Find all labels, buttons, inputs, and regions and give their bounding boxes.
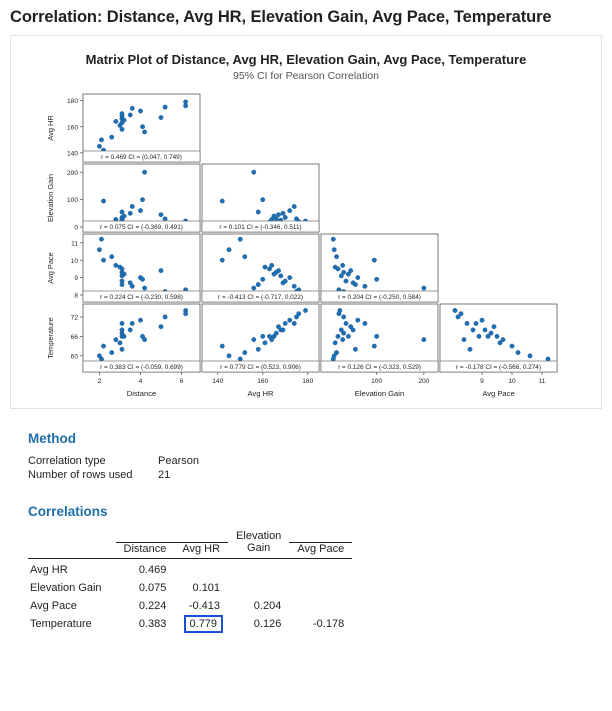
svg-text:100: 100: [66, 197, 78, 205]
corr-cell-highlighted: [174, 615, 228, 633]
svg-text:140: 140: [212, 378, 224, 385]
svg-text:200: 200: [66, 169, 78, 177]
svg-text:Avg HR: Avg HR: [46, 115, 55, 141]
corr-cell: 0.075: [138, 581, 167, 594]
corr-cell: [289, 597, 352, 615]
svg-text:0: 0: [74, 224, 78, 232]
corr-cell: 0.224: [138, 599, 167, 612]
svg-text:72: 72: [70, 314, 78, 322]
corr-cell: 0.383: [138, 617, 167, 630]
svg-text:180: 180: [66, 98, 78, 106]
svg-text:r = 0.383 CI = (-0.059, 0.699: r = 0.383 CI = (-0.059, 0.699): [100, 364, 183, 371]
svg-text:160: 160: [66, 124, 78, 132]
chart-title: Matrix Plot of Distance, Avg HR, Elevation Gain, Avg Pace, Temperature: [85, 52, 527, 67]
svg-text:r = 0.469 CI = (0.047, 0.749): r = 0.469 CI = (0.047, 0.749): [101, 154, 182, 161]
col-header-line1-avg-hr: [174, 527, 228, 542]
corr-cell: 0.101: [192, 581, 221, 594]
svg-text:11: 11: [538, 378, 546, 385]
col-header-gain: Gain: [228, 542, 289, 558]
svg-text:160: 160: [257, 378, 269, 385]
svg-text:r = -0.413 CI = (-0.717, 0.02: r = -0.413 CI = (-0.717, 0.022): [218, 294, 303, 301]
correlations-heading: Correlations: [28, 504, 108, 519]
svg-text:Avg Pace: Avg Pace: [482, 389, 515, 398]
table-row: [28, 597, 352, 615]
method-value: Pearson: [158, 455, 199, 467]
corr-cell: -0.178: [313, 617, 345, 630]
svg-text:10: 10: [508, 378, 516, 385]
svg-text:r = 0.075 CI = (-0.369, 0.491: r = 0.075 CI = (-0.369, 0.491): [100, 224, 183, 231]
corner-cell-2: [28, 542, 116, 558]
method-heading: Method: [28, 431, 76, 446]
method-table: [28, 454, 199, 482]
svg-text:Distance: Distance: [126, 389, 157, 398]
svg-text:Elevation Gain: Elevation Gain: [354, 389, 405, 398]
svg-text:Avg HR: Avg HR: [247, 389, 274, 398]
svg-text:r = 0.224 CI = (-0.230, 0.598: r = 0.224 CI = (-0.230, 0.598): [100, 294, 183, 301]
svg-text:Avg Pace: Avg Pace: [46, 252, 55, 284]
svg-text:11: 11: [71, 240, 78, 248]
method-key: Number of rows used: [28, 469, 133, 481]
svg-text:r = 0.101 CI = (-0.346, 0.511: r = 0.101 CI = (-0.346, 0.511): [219, 224, 302, 231]
table-row: [28, 579, 352, 597]
corr-cell: [289, 558, 352, 579]
svg-text:r = 0.126 CI = (-0.323, 0.529: r = 0.126 CI = (-0.323, 0.529): [338, 364, 421, 371]
col-header-avg-hr: Avg HR: [174, 542, 228, 558]
correlations-table-container: [28, 527, 612, 633]
svg-text:2: 2: [97, 378, 102, 385]
corr-cell: -0.413: [188, 599, 221, 612]
row-label-elevation-gain: Elevation Gain: [30, 581, 102, 594]
col-header-line1-elevation-gain: Elevation: [236, 530, 282, 542]
svg-text:200: 200: [418, 378, 430, 385]
svg-text:r = 0.204 CI = (-0.250, 0.584: r = 0.204 CI = (-0.250, 0.584): [338, 294, 421, 301]
svg-text:66: 66: [70, 333, 78, 341]
table-row: [28, 542, 352, 558]
method-value: 21: [158, 469, 171, 481]
table-row: [28, 454, 199, 468]
svg-text:10: 10: [70, 257, 78, 265]
matrix-plot-svg-container: [11, 88, 601, 400]
svg-text:6: 6: [179, 378, 184, 385]
row-label-temperature: Temperature: [30, 617, 92, 630]
corr-cell: 0.469: [138, 563, 167, 576]
svg-text:Temperature: Temperature: [46, 317, 55, 359]
table-row: [28, 468, 199, 482]
matrix-plot-panel: [10, 35, 602, 409]
correlations-table: [28, 527, 352, 633]
svg-text:9: 9: [74, 275, 78, 283]
row-label-avg-pace: Avg Pace: [30, 599, 77, 612]
corr-cell: [228, 558, 289, 579]
table-row: [28, 527, 352, 542]
svg-text:180: 180: [302, 378, 314, 385]
correlations-table-header: [28, 527, 352, 558]
table-row: [28, 558, 352, 579]
corr-cell: [174, 558, 228, 579]
svg-text:140: 140: [66, 150, 78, 158]
col-header-avg-pace: Avg Pace: [289, 542, 352, 558]
svg-text:60: 60: [70, 353, 78, 361]
svg-text:Elevation Gain: Elevation Gain: [46, 173, 55, 223]
svg-text:100: 100: [371, 378, 383, 385]
row-label-avg-hr: Avg HR: [30, 563, 68, 576]
chart-subtitle: 95% CI for Pearson Correlation: [233, 70, 379, 82]
page-title: Correlation: Distance, Avg HR, Elevation Gain, Avg Pace, Temperature: [10, 8, 552, 26]
svg-text:9: 9: [480, 378, 484, 385]
corner-cell: [28, 527, 116, 542]
corr-cell: 0.126: [253, 617, 282, 630]
matrix-plot: [11, 88, 601, 400]
svg-text:r = -0.178 CI = (-0.566, 0.27: r = -0.178 CI = (-0.566, 0.274): [456, 364, 541, 371]
svg-text:8: 8: [74, 292, 78, 300]
method-table-body: [28, 454, 199, 482]
col-header-distance: Distance: [116, 542, 175, 558]
svg-text:r = 0.779 CI = (0.523, 0.906): r = 0.779 CI = (0.523, 0.906): [220, 364, 301, 371]
corr-cell: [228, 579, 289, 597]
table-row: [28, 615, 352, 633]
correlations-table-body: [28, 558, 352, 633]
corr-cell: 0.204: [253, 599, 282, 612]
highlighted-value: 0.779: [187, 618, 221, 630]
col-header-line1-avg-pace: [289, 527, 352, 542]
method-key: Correlation type: [28, 455, 106, 467]
corr-cell: [289, 579, 352, 597]
svg-text:4: 4: [138, 378, 143, 385]
col-header-line1-distance: [116, 527, 175, 542]
